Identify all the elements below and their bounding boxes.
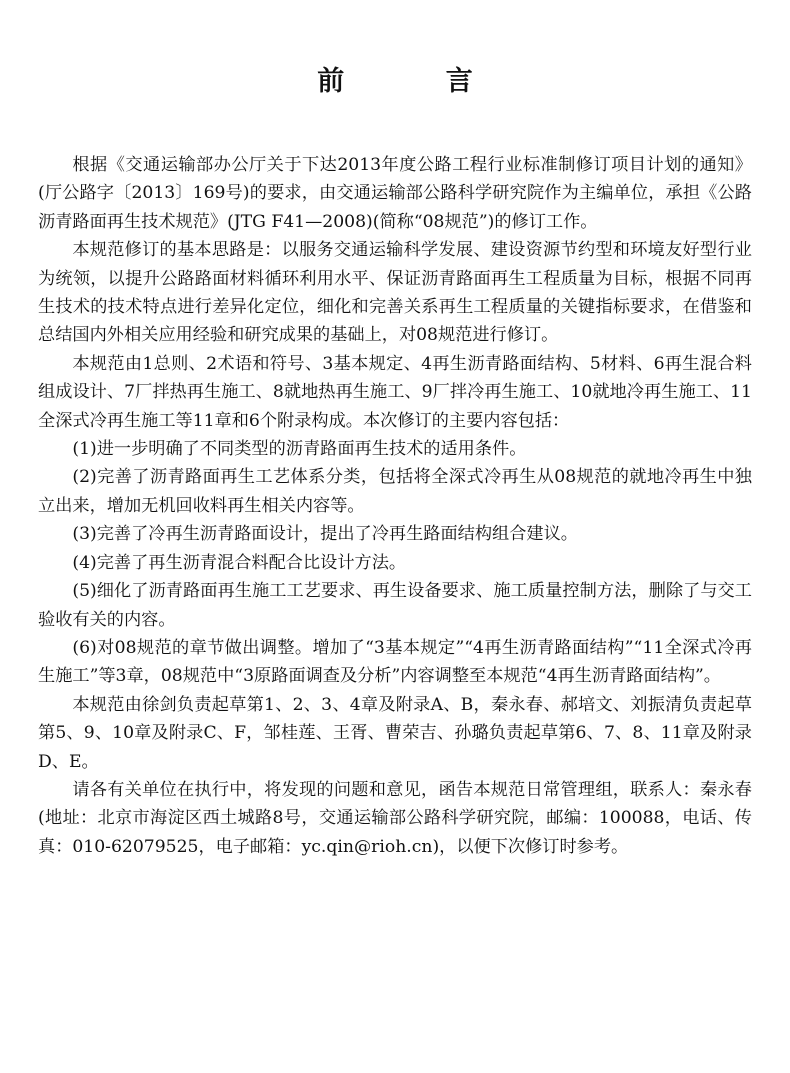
list-item: (4)完善了再生沥青混合料配合比设计方法。	[72, 552, 407, 573]
list-item: (1)进一步明确了不同类型的沥青路面再生技术的适用条件。	[72, 439, 527, 460]
list-item: (3)完善了冷再生沥青路面设计，提出了冷再生路面结构组合建议。	[72, 524, 578, 545]
list-item: (5)细化了沥青路面再生施工工艺要求、再生设备要求、施工质量控制方法，删除了与交工验收有关的内容。	[38, 581, 752, 630]
paragraph: 本规范修订的基本思路是：以服务交通运输科学发展、建设资源节约型和环境友好型行业为统领，以提升公路路面材料循环利用水平、保证沥青路面再生工程质量为目标，根据不同再生技术的技术特点进行差异化定位，细化和完善关系再生工程质量的关键指标要求，在借鉴和总结国内外相关应用经验和研究成果的基础上，对08规范进行修订。	[38, 240, 752, 346]
document-body	[38, 151, 752, 861]
paragraph: 请各有关单位在执行中，将发现的问题和意见，函告本规范日常管理组，联系人：秦永春(地址：北京市海淀区西土城路8号，交通运输部公路科学研究院，邮编：100088，电话、传真：010-62079525，电子邮箱：yc.qin@rioh.cn)，以便下次修订时参考。	[38, 779, 752, 857]
page-title: 前 言	[317, 66, 519, 97]
list-item: (6)对08规范的章节做出调整。增加了“3基本规定”“4再生沥青路面结构”“11全深式冷再生施工”等3章，08规范中“3原路面调查及分析”内容调整至本规范“4再生沥青路面结构”。	[38, 637, 752, 687]
list-item: (2)完善了沥青路面再生工艺体系分类，包括将全深式冷再生从08规范的就地冷再生中独立出来，增加无机回收料再生相关内容等。	[38, 467, 752, 516]
paragraph: 根据《交通运输部办公厅关于下达2013年度公路工程行业标准制修订项目计划的通知》(厅公路字〔2013〕169号)的要求，由交通运输部公路科学研究院作为主编单位，承担《公路沥青路面再生技术规范》(JTG F41—2008)(简称“08规范”)的修订工作。	[38, 155, 752, 232]
paragraph: 本规范由徐剑负责起草第1、2、3、4章及附录A、B，秦永春、郝培文、刘振清负责起草第5、9、10章及附录C、F，邹桂莲、王胥、曹荣吉、孙璐负责起草第6、7、8、11章及附录D、E。	[38, 694, 752, 772]
paragraph: 本规范由1总则、2术语和符号、3基本规定、4再生沥青路面结构、5材料、6再生混合料组成设计、7厂拌热再生施工、8就地热再生施工、9厂拌冷再生施工、10就地冷再生施工、11全深式冷再生施工等11章和6个附录构成。本次修订的主要内容包括：	[38, 353, 752, 431]
